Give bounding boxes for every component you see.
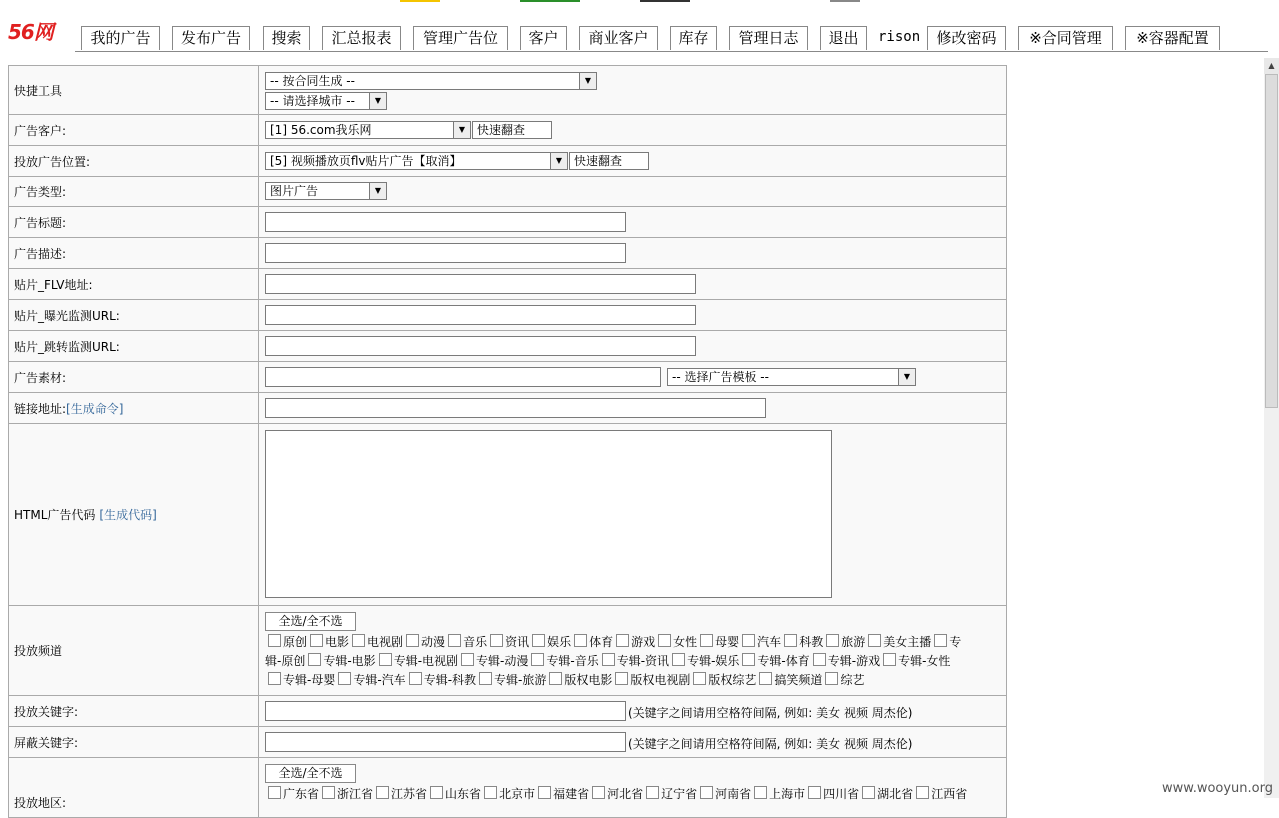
checkbox[interactable] [538, 786, 551, 799]
checkbox[interactable] [430, 786, 443, 799]
position-label: 投放广告位置: [9, 146, 259, 176]
city-select[interactable] [265, 92, 387, 110]
checkbox-label: 浙江省 [337, 787, 374, 801]
checkbox[interactable] [658, 634, 671, 647]
checkbox-label: 专辑-汽车 [353, 673, 406, 687]
client-select[interactable] [265, 121, 471, 139]
checkbox-label: 资讯 [505, 635, 530, 649]
template-select-value: -- 选择广告模板 -- [672, 370, 769, 384]
top-navigation [0, 0, 1279, 58]
tab-my-ads[interactable]: 我的广告 [81, 26, 160, 50]
chevron-down-icon: ▼ [369, 93, 386, 109]
checkbox-label: 专辑-科教 [423, 673, 477, 687]
row-block-keywords [8, 727, 1007, 758]
client-quick-search-text: 快速翻查 [477, 123, 526, 137]
checkbox-label: 旅游 [841, 635, 866, 649]
region-line-1 [265, 785, 996, 804]
checkbox-label: 美女主播 [883, 635, 932, 649]
flv-url-label: 贴片_FLV地址: [9, 269, 259, 299]
client-select-value: [1] 56.com我乐网 [270, 123, 372, 137]
checkbox-label: 电影 [325, 635, 350, 649]
checkbox[interactable] [409, 672, 422, 685]
position-select[interactable] [265, 152, 568, 170]
checkbox-label: 专辑-动漫 [476, 654, 529, 668]
checkbox[interactable] [700, 634, 713, 647]
site-logo: 56网 [8, 20, 53, 44]
html-code-label-cell [9, 424, 259, 605]
row-jump-url [8, 331, 1007, 362]
keywords-hint: (关键字之间请用空格符间隔, 例如: 美女 视频 周杰伦) [628, 706, 913, 720]
checkbox[interactable] [338, 672, 351, 685]
material-label: 广告素材: [9, 362, 259, 392]
tab-container-config[interactable]: ※容器配置 [1125, 26, 1220, 50]
generate-command-link[interactable]: [生成命令] [66, 401, 124, 416]
checkbox-label: 体育 [589, 635, 614, 649]
checkbox-label: 专辑-体育 [757, 654, 810, 668]
row-ad-desc [8, 238, 1007, 269]
jump-url-label: 贴片_跳转监测URL: [9, 331, 259, 361]
tab-logout[interactable]: 退出 [820, 26, 867, 50]
ad-title-cell [259, 207, 1006, 237]
checkbox-label: 专辑-电视剧 [393, 654, 459, 668]
checkbox-label: 电视剧 [367, 635, 404, 649]
row-html-code [8, 424, 1007, 606]
row-client [8, 115, 1007, 146]
scrollbar-thumb[interactable] [1265, 74, 1278, 408]
position-select-value: [5] 视频播放页flv贴片广告【取消】 [270, 154, 462, 168]
checkbox[interactable] [484, 786, 497, 799]
checkbox-label: 母婴 [715, 635, 740, 649]
current-user: rison [878, 29, 921, 45]
checkbox[interactable] [352, 634, 365, 647]
ad-title-label: 广告标题: [9, 207, 259, 237]
html-code-textarea[interactable] [265, 430, 832, 598]
link-label: 链接地址: [14, 401, 67, 416]
exposure-url-label: 贴片_曝光监测URL: [9, 300, 259, 330]
tab-inventory[interactable]: 库存 [670, 26, 717, 50]
row-channels [8, 606, 1007, 696]
block-keywords-input[interactable] [265, 732, 626, 752]
checkbox-label: 上海市 [769, 787, 806, 801]
checkbox-label: 专辑-音乐 [546, 654, 599, 668]
ad-type-cell [259, 177, 1006, 206]
checkbox-label: 四川省 [823, 787, 860, 801]
row-position [8, 146, 1007, 177]
checkbox[interactable] [376, 786, 389, 799]
checkbox[interactable] [602, 653, 615, 666]
checkbox-label: 专辑-女性 [898, 654, 951, 668]
checkbox-label: 河南省 [715, 787, 752, 801]
checkbox-label: 搞笑频道 [774, 673, 823, 687]
checkbox[interactable] [742, 653, 755, 666]
row-flv-url [8, 269, 1007, 300]
tab-business-clients[interactable]: 商业客户 [579, 26, 658, 50]
checkbox-label: 专辑-旅游 [494, 673, 547, 687]
checkbox-label: 专辑-母婴 [283, 673, 336, 687]
checkbox[interactable] [825, 672, 838, 685]
link-cell [259, 393, 1006, 423]
row-ad-title [8, 207, 1007, 238]
checkbox[interactable] [813, 653, 826, 666]
checkbox-label: 版权综艺 [708, 673, 757, 687]
checkbox[interactable] [406, 634, 419, 647]
checkbox[interactable] [479, 672, 492, 685]
checkbox[interactable] [672, 653, 685, 666]
checkbox-label: 北京市 [499, 787, 536, 801]
checkbox[interactable] [268, 786, 281, 799]
checkbox-label: 江西省 [931, 787, 968, 801]
keywords-cell [259, 696, 1006, 726]
checkbox[interactable] [268, 634, 281, 647]
link-input[interactable] [265, 398, 766, 418]
row-region [8, 758, 1007, 818]
chevron-down-icon: ▼ [579, 73, 596, 89]
checkbox-label: 专辑-电影 [323, 654, 376, 668]
contract-generate-value: -- 按合同生成 -- [270, 74, 355, 88]
checkbox[interactable] [592, 786, 605, 799]
generate-code-link[interactable]: [生成代码] [99, 508, 157, 522]
checkbox-label: 科教 [799, 635, 824, 649]
checkbox-label: 辽宁省 [661, 787, 698, 801]
checkbox[interactable] [322, 786, 335, 799]
checkbox-label: 湖北省 [877, 787, 914, 801]
scroll-up-icon[interactable]: ▲ [1264, 58, 1279, 74]
chevron-down-icon: ▼ [550, 153, 567, 169]
channels-line-1 [265, 633, 996, 652]
region-toggle-all-button[interactable]: 全选/全不选 [265, 764, 356, 783]
checkbox[interactable] [700, 786, 713, 799]
checkbox[interactable] [759, 672, 772, 685]
flv-url-input[interactable] [265, 274, 696, 294]
tab-manage-log[interactable]: 管理日志 [729, 26, 808, 50]
checkbox[interactable] [784, 634, 797, 647]
checkbox-label: 版权电影 [564, 673, 613, 687]
checkbox-label: 专辑-游戏 [827, 654, 881, 668]
checkbox-label: 汽车 [757, 635, 782, 649]
checkbox[interactable] [916, 786, 929, 799]
checkbox-label: 娱乐 [547, 635, 572, 649]
ad-type-label: 广告类型: [9, 177, 259, 206]
checkbox-label: 音乐 [463, 635, 488, 649]
checkbox-label: 江苏省 [391, 787, 428, 801]
checkbox[interactable] [379, 653, 392, 666]
client-quick-search[interactable] [472, 121, 552, 139]
checkbox-label: 广东省 [283, 787, 320, 801]
tab-publish-ad[interactable]: 发布广告 [172, 26, 250, 50]
checkbox[interactable] [310, 634, 323, 647]
client-label: 广告客户: [9, 115, 259, 145]
tab-summary-report[interactable]: 汇总报表 [322, 26, 401, 50]
tab-contract-management[interactable]: ※合同管理 [1018, 26, 1113, 50]
link-label-cell [9, 393, 259, 423]
position-cell [259, 146, 1006, 176]
block-keywords-label: 屏蔽关键字: [9, 727, 259, 757]
chevron-down-icon: ▼ [369, 183, 386, 199]
block-keywords-cell [259, 727, 1006, 757]
row-ad-type [8, 177, 1007, 207]
vertical-scrollbar[interactable] [1264, 58, 1279, 798]
checkbox-label: 辑-原创 [265, 654, 306, 668]
row-link [8, 393, 1007, 424]
channels-line-2 [265, 652, 996, 671]
ad-desc-label: 广告描述: [9, 238, 259, 268]
keywords-input[interactable] [265, 701, 626, 721]
row-keywords [8, 696, 1007, 727]
checkbox[interactable] [531, 653, 544, 666]
channels-label: 投放频道 [9, 606, 259, 695]
template-select[interactable] [667, 368, 916, 386]
chevron-down-icon: ▼ [453, 122, 470, 138]
checkbox[interactable] [934, 634, 947, 647]
top-color-stripes [0, 0, 1279, 2]
checkbox-label: 原创 [283, 635, 308, 649]
exposure-url-cell [259, 300, 1006, 330]
checkbox[interactable] [308, 653, 321, 666]
position-quick-search-text: 快速翻查 [574, 154, 623, 168]
checkbox[interactable] [693, 672, 706, 685]
exposure-url-input[interactable] [265, 305, 696, 325]
city-select-value: -- 请选择城市 -- [270, 94, 355, 108]
quick-tools-cell [259, 66, 1006, 114]
tab-change-password[interactable]: 修改密码 [927, 26, 1006, 50]
tab-manage-ad-slots[interactable]: 管理广告位 [413, 26, 508, 50]
checkbox[interactable] [532, 634, 545, 647]
checkbox[interactable] [549, 672, 562, 685]
channels-checkbox-group [265, 633, 996, 690]
chevron-down-icon: ▼ [898, 369, 915, 385]
checkbox[interactable] [883, 653, 896, 666]
block-keywords-hint: (关键字之间请用空格符间隔, 例如: 美女 视频 周杰伦) [628, 737, 913, 751]
tab-clients[interactable]: 客户 [520, 26, 567, 50]
flv-url-cell [259, 269, 1006, 299]
region-label: 投放地区: [9, 758, 259, 817]
checkbox[interactable] [754, 786, 767, 799]
checkbox-label: 山东省 [445, 787, 482, 801]
checkbox[interactable] [868, 634, 881, 647]
checkbox[interactable] [646, 786, 659, 799]
quick-tools-label: 快捷工具 [9, 66, 259, 114]
region-checkbox-group [265, 785, 996, 804]
checkbox-label: 版权电视剧 [630, 673, 691, 687]
jump-url-cell [259, 331, 1006, 361]
ad-title-input[interactable] [265, 212, 626, 232]
tab-search[interactable]: 搜索 [263, 26, 310, 50]
client-cell [259, 115, 1006, 145]
checkbox-label: 专辑-娱乐 [687, 654, 740, 668]
checkbox[interactable] [574, 634, 587, 647]
checkbox[interactable] [862, 786, 875, 799]
checkbox[interactable] [490, 634, 503, 647]
ad-type-value: 图片广告 [270, 184, 319, 198]
checkbox[interactable] [616, 634, 629, 647]
watermark: www.wooyun.org [1161, 781, 1273, 796]
channels-toggle-all-button[interactable]: 全选/全不选 [265, 612, 356, 631]
checkbox-label: 专辑-资讯 [616, 654, 670, 668]
checkbox-label: 女性 [673, 635, 698, 649]
material-cell [259, 362, 1006, 392]
tab-baseline [75, 51, 1268, 52]
ad-desc-cell [259, 238, 1006, 268]
checkbox-label: 游戏 [631, 635, 656, 649]
ad-desc-input[interactable] [265, 243, 626, 263]
ad-type-select[interactable] [265, 182, 387, 200]
material-input[interactable] [265, 367, 661, 387]
row-exposure-url [8, 300, 1007, 331]
contract-generate-select[interactable] [265, 72, 597, 90]
channels-line-3 [265, 671, 996, 690]
checkbox-label: 综艺 [840, 673, 865, 687]
checkbox-label: 河北省 [607, 787, 644, 801]
html-code-label: HTML广告代码 [14, 508, 96, 522]
checkbox[interactable] [808, 786, 821, 799]
keywords-label: 投放关键字: [9, 696, 259, 726]
checkbox[interactable] [742, 634, 755, 647]
position-quick-search[interactable] [569, 152, 649, 170]
checkbox-label: 动漫 [421, 635, 446, 649]
html-code-cell [259, 424, 1006, 605]
checkbox[interactable] [448, 634, 461, 647]
row-quick-tools [8, 65, 1007, 115]
checkbox[interactable] [615, 672, 628, 685]
checkbox[interactable] [268, 672, 281, 685]
jump-url-input[interactable] [265, 336, 696, 356]
checkbox[interactable] [461, 653, 474, 666]
checkbox-label: 福建省 [553, 787, 590, 801]
row-material [8, 362, 1007, 393]
checkbox[interactable] [826, 634, 839, 647]
checkbox-label: 专 [949, 635, 962, 649]
